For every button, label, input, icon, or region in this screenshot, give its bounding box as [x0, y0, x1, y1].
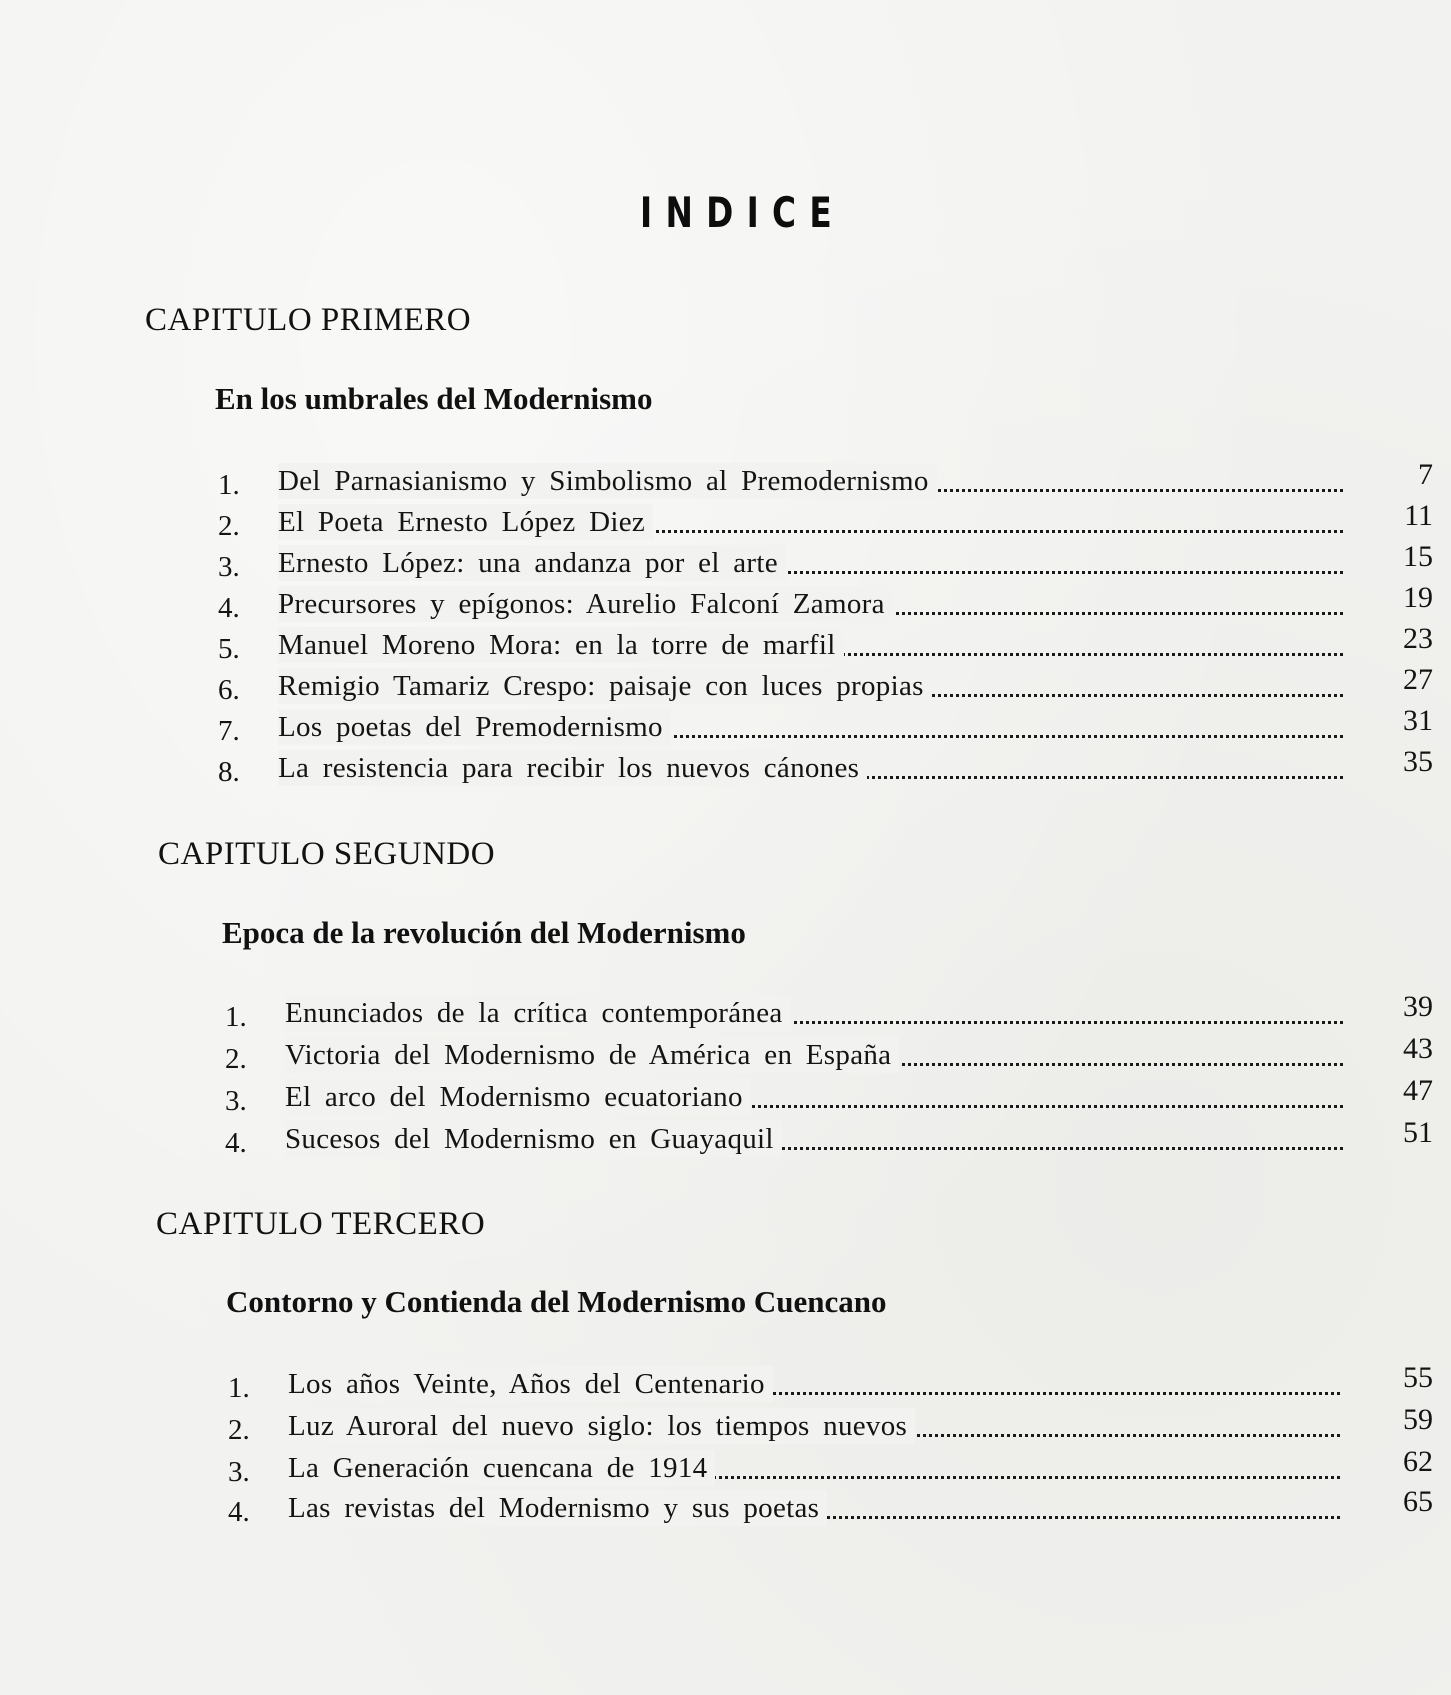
toc-entry[interactable]: [228, 1361, 1433, 1404]
entry-page: 27: [1403, 663, 1433, 696]
toc-entry[interactable]: [225, 1032, 1433, 1075]
entry-title: El arco del Modernismo ecuatoriano: [285, 1079, 751, 1115]
entry-page: 7: [1418, 458, 1433, 491]
entry-number: 1.: [225, 1001, 247, 1033]
entry-page: 59: [1403, 1403, 1433, 1436]
entry-title: La resistencia para recibir los nuevos cánones: [278, 750, 867, 786]
entry-page: 11: [1404, 499, 1433, 532]
toc-entry[interactable]: [218, 745, 1433, 788]
entry-number: 7.: [218, 715, 240, 747]
entry-number: 6.: [218, 674, 240, 706]
entry-number: 2.: [225, 1043, 247, 1075]
chapter-heading: CAPITULO PRIMERO: [145, 302, 472, 338]
toc-entry[interactable]: [225, 1116, 1433, 1159]
entry-title: Ernesto López: una andanza por el arte: [278, 545, 786, 581]
entry-title: Victoria del Modernismo de América en España: [285, 1037, 899, 1073]
toc-entry[interactable]: [218, 458, 1433, 501]
entry-number: 5.: [218, 633, 240, 665]
entry-number: 2.: [228, 1414, 250, 1446]
entry-number: 4.: [228, 1496, 250, 1528]
entry-title: Los poetas del Premodernismo: [278, 709, 671, 745]
entry-page: 31: [1403, 704, 1433, 737]
entry-number: 2.: [218, 510, 240, 542]
page-title: INDICE: [640, 188, 845, 237]
entry-page: 23: [1403, 622, 1433, 655]
entry-number: 8.: [218, 756, 240, 788]
entry-number: 1.: [218, 469, 240, 501]
entry-page: 62: [1403, 1445, 1433, 1478]
entry-number: 3.: [225, 1085, 247, 1117]
entry-page: 65: [1403, 1485, 1433, 1518]
entry-title: Manuel Moreno Mora: en la torre de marfil: [278, 627, 844, 663]
entry-page: 39: [1403, 990, 1433, 1023]
entry-page: 51: [1403, 1116, 1433, 1149]
entry-page: 15: [1403, 540, 1433, 573]
entry-title: Enunciados de la crítica contemporánea: [285, 995, 791, 1031]
toc-entry[interactable]: [218, 499, 1433, 542]
chapter-subtitle: Epoca de la revolución del Modernismo: [222, 915, 746, 950]
entry-number: 3.: [228, 1456, 250, 1488]
entry-number: 3.: [218, 551, 240, 583]
entry-title: Del Parnasianismo y Simbolismo al Premodernismo: [278, 463, 937, 499]
entry-title: Sucesos del Modernismo en Guayaquil: [285, 1121, 782, 1157]
entry-title: Los años Veinte, Años del Centenario: [288, 1366, 773, 1402]
toc-entry[interactable]: [218, 581, 1433, 624]
entry-page: 55: [1403, 1361, 1433, 1394]
chapter-heading: CAPITULO TERCERO: [156, 1206, 486, 1242]
toc-entry[interactable]: [225, 1074, 1433, 1117]
toc-entry[interactable]: [228, 1445, 1433, 1488]
toc-entry[interactable]: [225, 990, 1433, 1033]
chapter-subtitle: En los umbrales del Modernismo: [215, 381, 653, 416]
entry-title: El Poeta Ernesto López Diez: [278, 504, 653, 540]
entry-title: Remigio Tamariz Crespo: paisaje con luces propias: [278, 668, 932, 704]
entry-title: Las revistas del Modernismo y sus poetas: [288, 1490, 827, 1526]
toc-entry[interactable]: [228, 1485, 1433, 1528]
entry-page: 43: [1403, 1032, 1433, 1065]
entry-page: 47: [1403, 1074, 1433, 1107]
entry-title: Luz Auroral del nuevo siglo: los tiempos nuevos: [288, 1408, 915, 1444]
toc-entry[interactable]: [218, 704, 1433, 747]
entry-page: 19: [1403, 581, 1433, 614]
entry-number: 4.: [218, 592, 240, 624]
entry-title: La Generación cuencana de 1914: [288, 1450, 715, 1486]
toc-entry[interactable]: [228, 1403, 1433, 1446]
toc-entry[interactable]: [218, 622, 1433, 665]
toc-entry[interactable]: [218, 540, 1433, 583]
toc-entry[interactable]: [218, 663, 1433, 706]
chapter-subtitle: Contorno y Contienda del Modernismo Cuencano: [226, 1284, 887, 1319]
chapter-heading: CAPITULO SEGUNDO: [158, 836, 496, 872]
entry-number: 4.: [225, 1127, 247, 1159]
entry-page: 35: [1403, 745, 1433, 778]
entry-title: Precursores y epígonos: Aurelio Falconí Zamora: [278, 586, 893, 622]
entry-number: 1.: [228, 1372, 250, 1404]
